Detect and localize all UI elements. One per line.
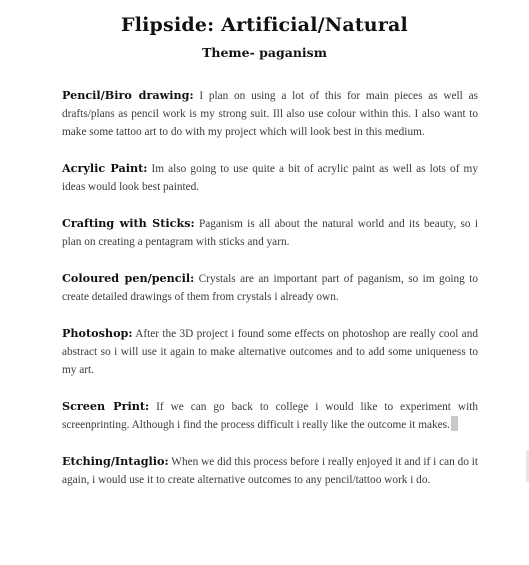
section-screen-print xyxy=(62,397,478,434)
section-heading: Coloured pen/pencil: xyxy=(62,270,195,285)
section-etching-intaglio xyxy=(62,452,478,489)
section-pencil-biro xyxy=(62,86,478,142)
section-text: Im also going to use quite a bit of acrylic paint as well as lots of my ideas would look best painted. xyxy=(62,163,478,194)
section-heading: Crafting with Sticks: xyxy=(62,216,195,231)
section-text: I plan on using a lot of this for main pieces as well as drafts/plans as pencil work is my strong suit. Ill also use colour within this. I also want to make some tattoo art to do with my project which will look best in this medium. xyxy=(62,90,478,139)
section-heading: Etching/Intaglio: xyxy=(62,453,169,468)
section-heading: Acrylic Paint: xyxy=(62,161,148,176)
section-heading: Pencil/Biro drawing: xyxy=(62,88,194,102)
document-body[interactable] xyxy=(62,86,478,507)
page-subtitle: Theme- paganism xyxy=(202,45,327,60)
section-text: After the 3D project i found some effects on photoshop are really cool and abstract so i will use it again to make alternative outcomes and to add some uniqueness to my art. xyxy=(62,327,478,377)
section-coloured-pen xyxy=(62,269,478,306)
text-cursor-selection xyxy=(451,416,458,431)
page-title: Flipside: Artificial/Natural xyxy=(121,14,408,36)
vertical-scrollbar[interactable] xyxy=(525,0,529,565)
section-text: If we can go back to college i would like to experiment with screenprinting. Although i find the process difficult i really like the outcome it makes. xyxy=(62,400,478,432)
section-heading: Screen Print: xyxy=(62,398,150,413)
section-text: Paganism is all about the natural world and its beauty, so i plan on creating a pentagram with sticks and yarn. xyxy=(62,218,478,249)
section-crafting-sticks xyxy=(62,214,478,251)
section-photoshop xyxy=(62,324,478,380)
section-text: Crystals are an important part of paganism, so im going to create detailed drawings of them from crystals i already own. xyxy=(62,272,478,304)
section-text: When we did this process before i really enjoyed it and if i can do it again, i would use it to create alternative outcomes to any pencil/tattoo work i do. xyxy=(62,455,478,487)
section-acrylic-paint xyxy=(62,159,478,196)
section-heading: Photoshop: xyxy=(62,325,133,340)
